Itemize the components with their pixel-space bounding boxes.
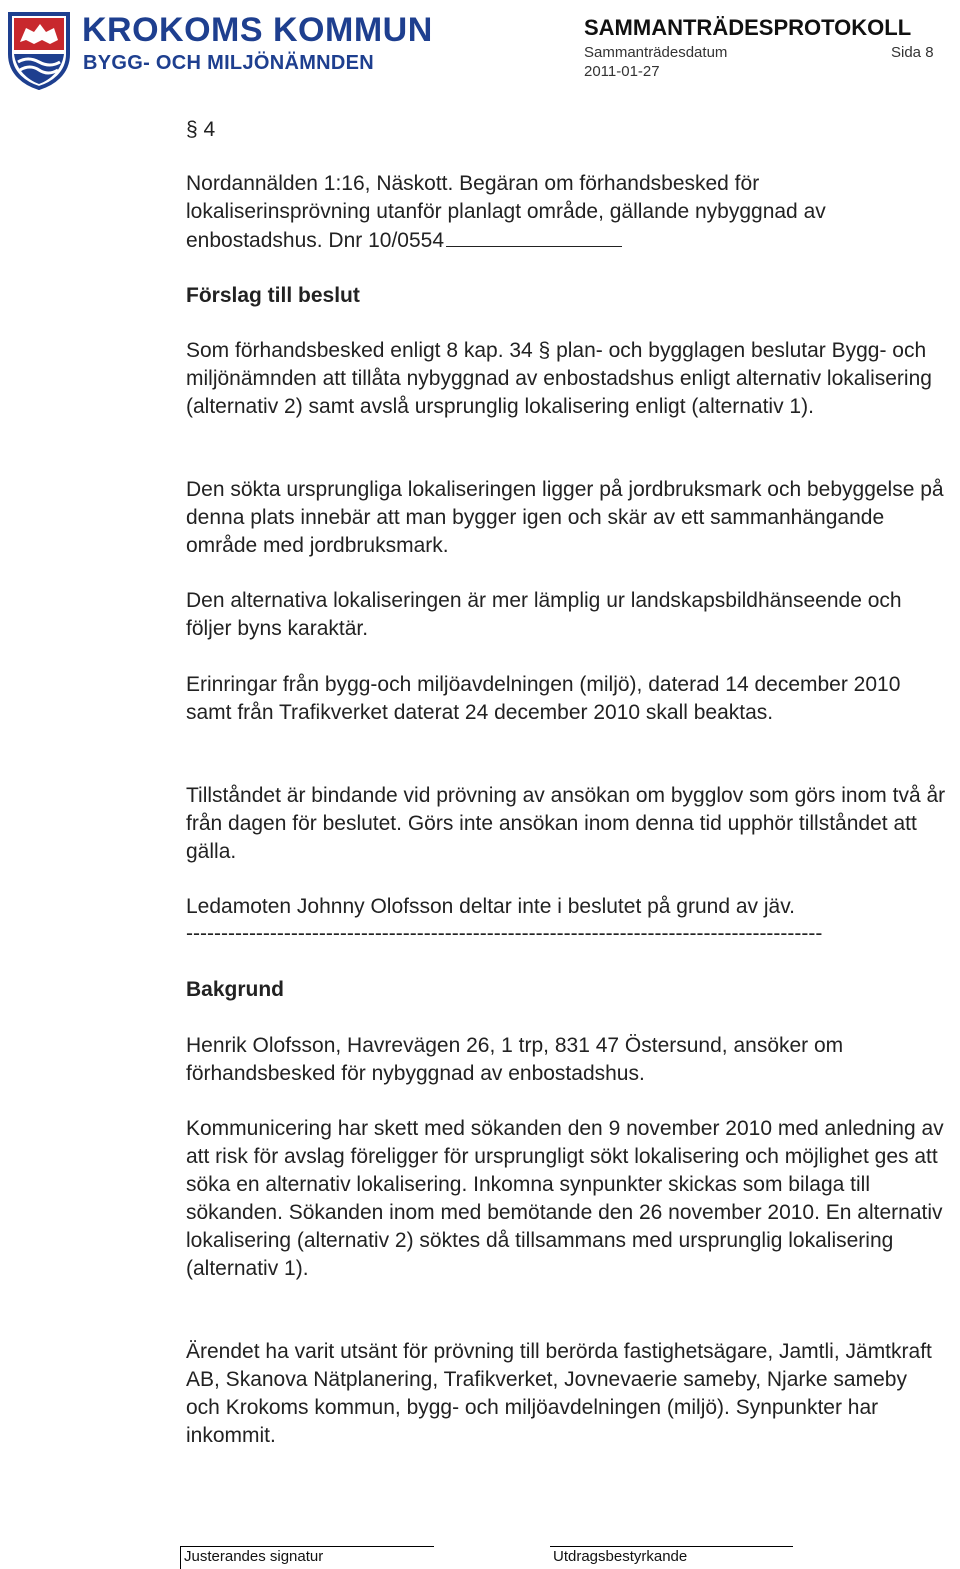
background-paragraph: Kommunicering har skett med sökanden den 9 november 2010 med anledning av att risk för avslag föreligger för ursprungligt sökt lokalisering och möjlighet ges att söka en alternativ lokalisering. Inkomna synpunkter skickas som bilaga till sökanden. Sökanden inom med bemötande den 26 november 2010. En alternativ lokalisering (alternativ 2) söktes då tillsammans med ursprunglig lokalisering (alternativ 1). bbox=[186, 1117, 944, 1280]
decision-paragraph: Tillståndet är bindande vid prövning av ansökan om bygglov som görs inom två år från dagen för beslutet. Görs inte ansökan inom denna tid upphör tillståndet att gälla. bbox=[186, 784, 946, 863]
decision-paragraph: Som förhandsbesked enligt 8 kap. 34 § plan- och bygglagen beslutar Bygg- och miljönämnden att tillåta nybyggnad av enbostadshus enligt alternativ lokalisering (alternativ 2) samt avslå ursprunglig lokalisering enligt (alternativ 1). bbox=[186, 339, 932, 418]
decision-paragraph: Ledamoten Johnny Olofsson deltar inte i beslutet på grund av jäv. bbox=[186, 895, 795, 918]
background-heading: Bakgrund bbox=[186, 978, 285, 1001]
meeting-date-label: Sammanträdesdatum bbox=[584, 44, 728, 61]
document-title: SAMMANTRÄDESPROTOKOLL bbox=[584, 15, 912, 40]
municipal-coat-of-arms-icon bbox=[6, 10, 72, 90]
page-number: Sida 8 bbox=[891, 44, 934, 61]
decision-paragraph: Den alternativa lokaliseringen är mer lämplig ur landskapsbildhänseende och följer byns karaktär. bbox=[186, 589, 902, 640]
decision-paragraph: Erinringar från bygg-och miljöavdelningen (miljö), daterad 14 december 2010 samt från Trafikverket daterat 24 december 2010 skall beaktas. bbox=[186, 673, 901, 724]
case-subject-text: Nordannälden 1:16, Näskott. Begäran om förhandsbesked för lokaliserinsprövning utanför planlagt område, gällande nybyggnad av enbostadshus. Dnr 10/0554 bbox=[186, 172, 826, 252]
subject-underline bbox=[446, 226, 622, 247]
signature-field: Justerandes signatur bbox=[180, 1546, 434, 1569]
dashed-separator: ------------------------------------------------------------------------------------------- bbox=[186, 922, 823, 945]
paragraph-number: § 4 bbox=[186, 118, 216, 141]
org-name: KROKOMS KOMMUN bbox=[82, 11, 433, 49]
meeting-date: 2011-01-27 bbox=[584, 63, 660, 80]
org-subname: BYGG- OCH MILJÖNÄMNDEN bbox=[83, 52, 375, 74]
proposal-heading: Förslag till beslut bbox=[186, 284, 360, 307]
background-paragraph: Ärendet ha varit utsänt för prövning till berörda fastighetsägare, Jamtli, Jämtkraft AB, Skanova Nätplanering, Trafikverket, Jovnevaerie sameby, Njarke sameby och Krokoms kommun, bygg- och miljöavdelningen (miljö). Synpunkter har inkommit. bbox=[186, 1340, 932, 1447]
case-subject bbox=[186, 170, 946, 255]
background-paragraph: Henrik Olofsson, Havrevägen 26, 1 trp, 831 47 Östersund, ansöker om förhandsbesked för nybyggnad av enbostadshus. bbox=[186, 1034, 844, 1085]
extract-certification-field: Utdragsbestyrkande bbox=[550, 1546, 793, 1569]
decision-paragraph: Den sökta ursprungliga lokaliseringen ligger på jordbruksmark och bebyggelse på denna plats innebär att man bygger igen och skär av ett sammanhängande område med jordbruksmark. bbox=[186, 478, 944, 557]
